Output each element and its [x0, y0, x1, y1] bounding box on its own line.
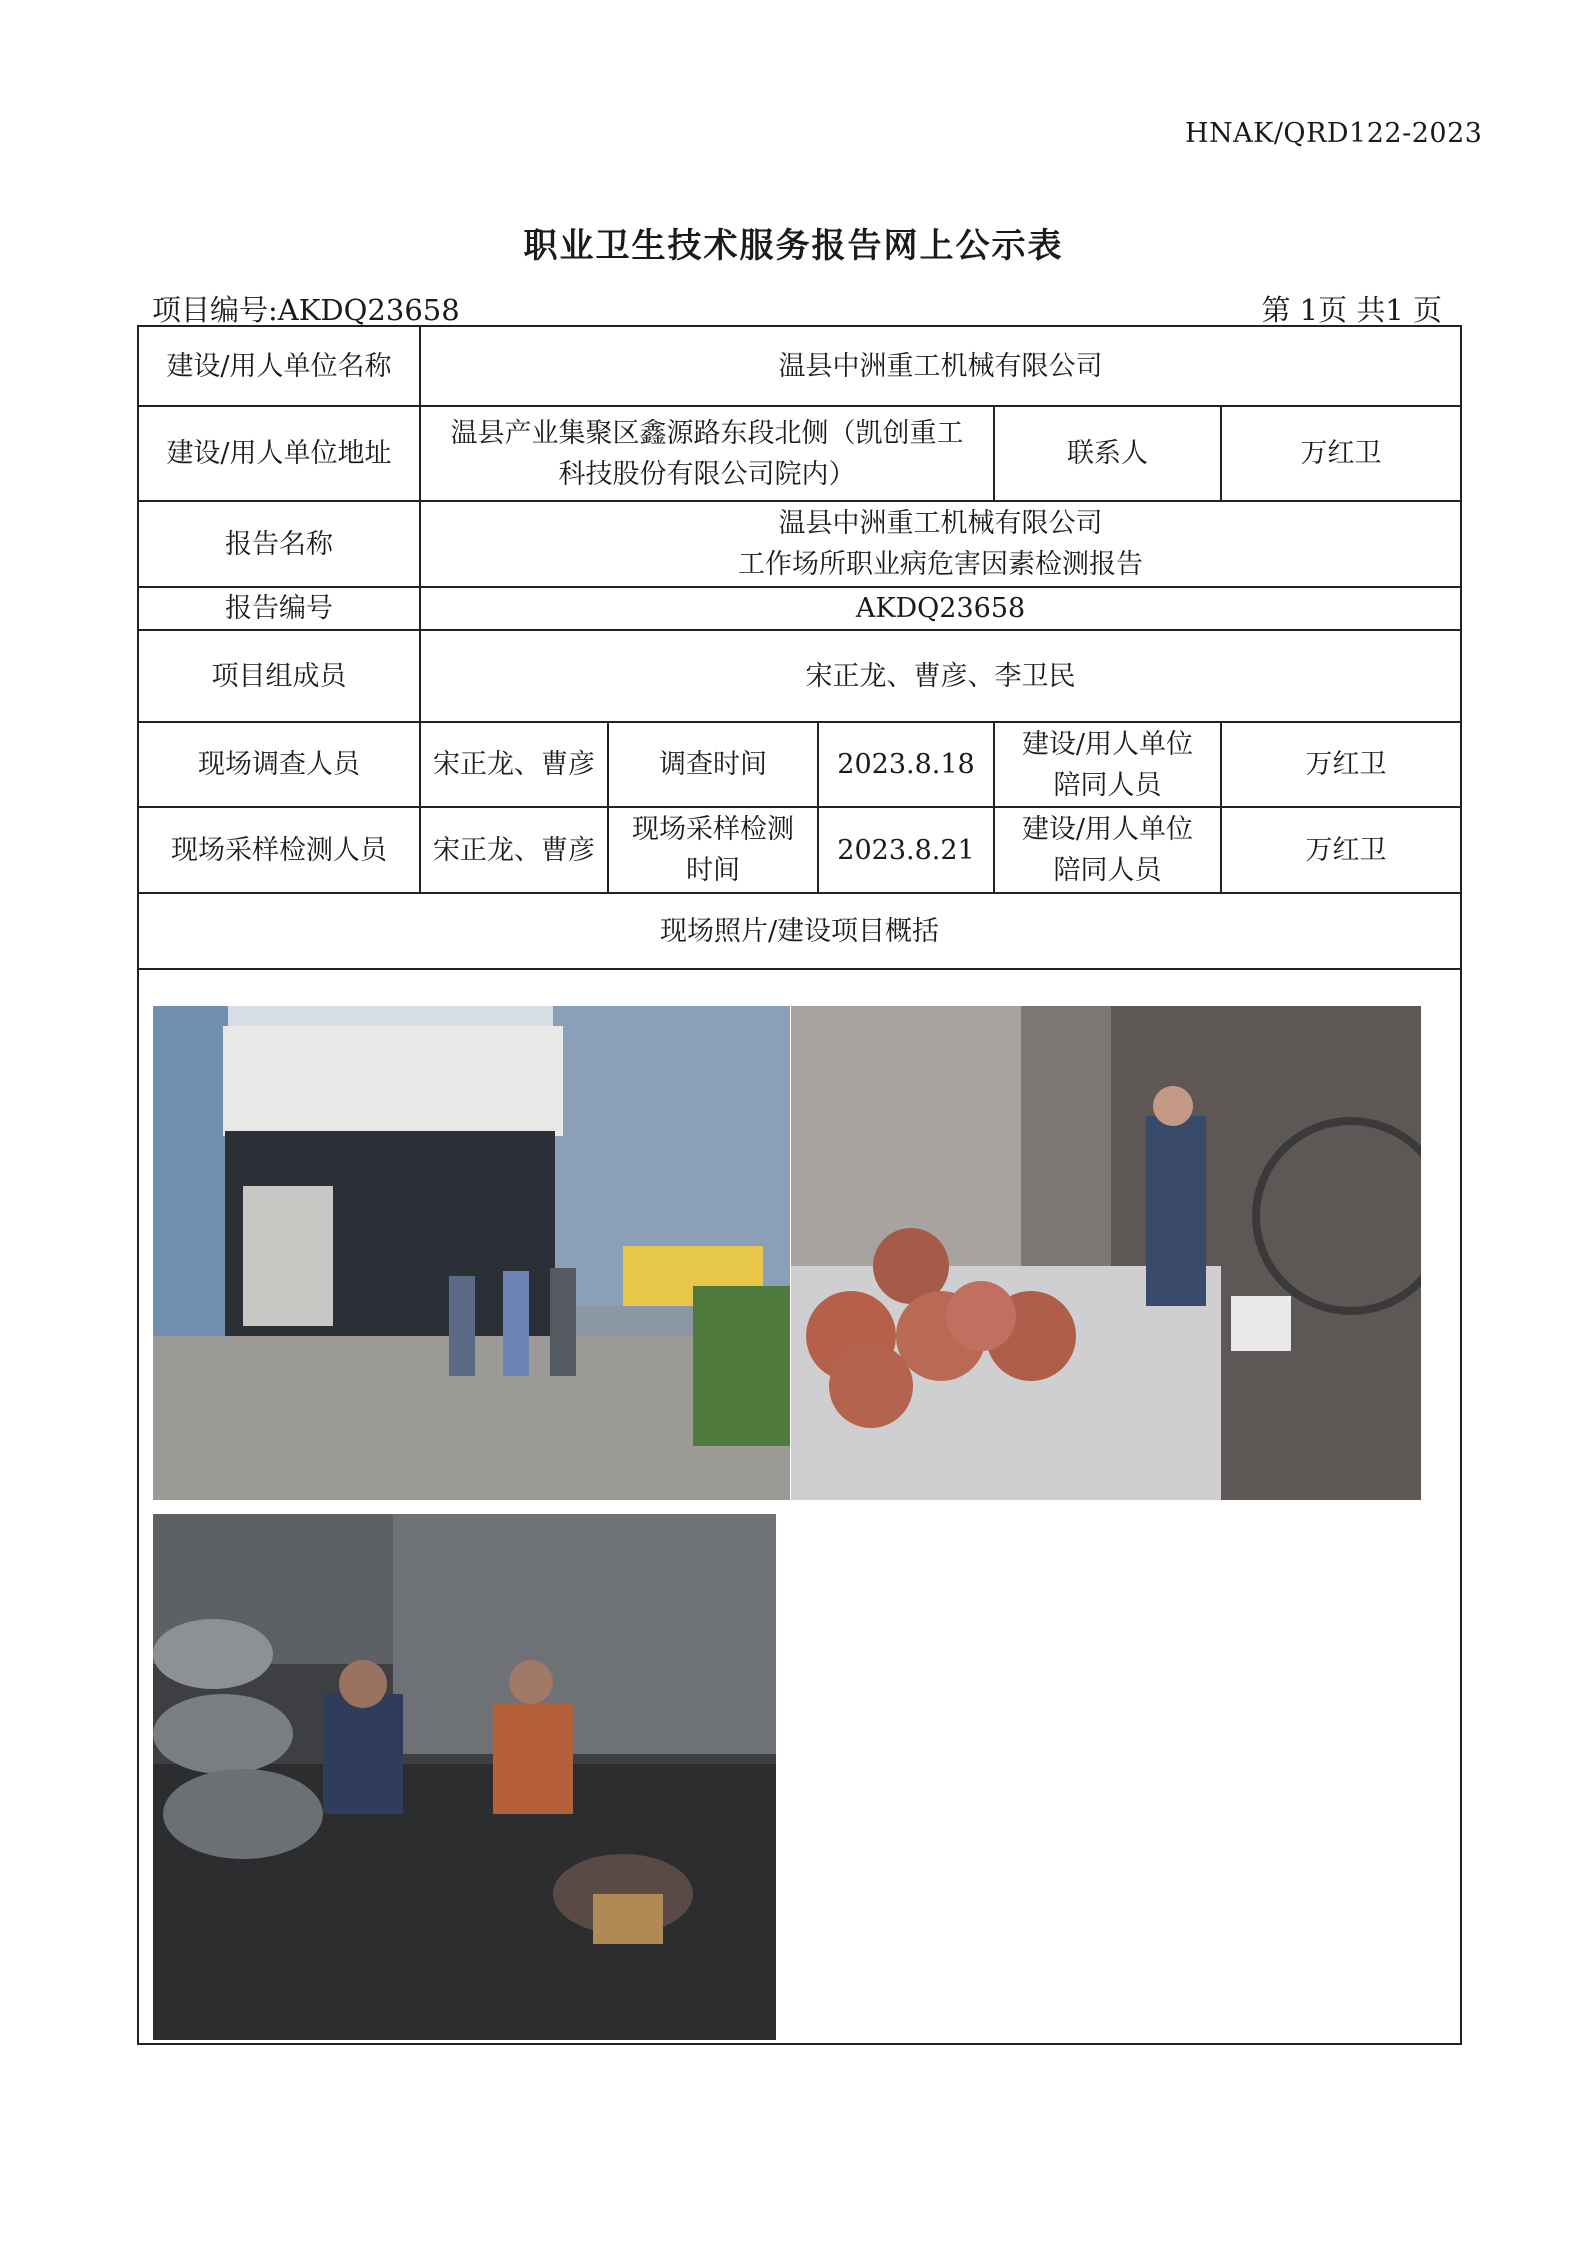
unit-address-value: [420, 406, 994, 501]
photos-cell: [138, 969, 1461, 2044]
project-number-label: 项目编号:: [152, 293, 278, 327]
sampling-staff-label: 现场采样检测人员: [138, 807, 420, 893]
row-unit-address: [138, 406, 1461, 501]
site-photo-entrance-image: [153, 1006, 790, 1500]
row-members: [138, 630, 1461, 722]
sampling-staff-value: 宋正龙、曹彦: [420, 807, 608, 893]
accompany-label-line2: 陪同人员: [1053, 855, 1162, 886]
survey-staff-value: 宋正龙、曹彦: [420, 722, 608, 807]
row-unit-name: [138, 326, 1461, 406]
unit-name-label: 建设/用人单位名称: [138, 326, 420, 406]
unit-name-value: 温县中洲重工机械有限公司: [420, 326, 1461, 406]
row-report-no: [138, 587, 1461, 630]
row-photos: [138, 969, 1461, 2044]
survey-accompany-label: [994, 722, 1221, 807]
sampling-accompany-label: [994, 807, 1221, 893]
row-photos-header: [138, 893, 1461, 969]
row-survey: [138, 722, 1461, 807]
unit-address-line2: 科技股份有限公司院内）: [558, 458, 856, 490]
report-name-line2: 工作场所职业病危害因素检测报告: [738, 549, 1144, 580]
report-name-line1: 温县中洲重工机械有限公司: [778, 508, 1103, 539]
survey-time-label: 调查时间: [608, 722, 818, 807]
page-title: 职业卫生技术服务报告网上公示表: [523, 226, 1064, 266]
publicity-table: [137, 325, 1462, 2045]
accompany-label-line2: 陪同人员: [1053, 769, 1162, 801]
contact-value: 万红卫: [1221, 406, 1461, 501]
site-photo-castings-image: [791, 1006, 1421, 1500]
page-info: 第 1页 共1 页: [1261, 293, 1442, 327]
site-photo-entrance: [153, 1006, 790, 1500]
members-label: 项目组成员: [138, 630, 420, 722]
photos-label: 现场照片/建设项目概括: [138, 893, 1461, 969]
row-sampling: [138, 807, 1461, 893]
sampling-time-value: 2023.8.21: [818, 807, 994, 893]
sampling-accompany-value: 万红卫: [1221, 807, 1461, 893]
report-name-value: [420, 501, 1461, 587]
site-photo-workshop: [153, 1514, 776, 2040]
contact-label: 联系人: [994, 406, 1221, 501]
sampling-time-label-line2: 时间: [686, 855, 740, 886]
project-number-value: AKDQ23658: [277, 293, 460, 327]
report-name-label: 报告名称: [138, 501, 420, 587]
row-report-name: [138, 501, 1461, 587]
report-no-value: AKDQ23658: [420, 587, 1461, 630]
site-photo-workshop-image: [153, 1514, 776, 2040]
sampling-time-label-line1: 现场采样检测: [632, 814, 794, 845]
site-photo-castings: [791, 1006, 1421, 1500]
unit-address-label: 建设/用人单位地址: [138, 406, 420, 501]
survey-time-value: 2023.8.18: [818, 722, 994, 807]
project-number: [152, 288, 460, 329]
accompany-label-line1: 建设/用人单位: [1021, 814, 1194, 845]
members-value: 宋正龙、曹彦、李卫民: [420, 630, 1461, 722]
report-no-label: 报告编号: [138, 587, 420, 630]
document-code: HNAK/QRD122-2023: [1185, 118, 1483, 149]
survey-staff-label: 现场调查人员: [138, 722, 420, 807]
unit-address-line1: 温县产业集聚区鑫源路东段北侧（凯创重工: [450, 417, 964, 449]
sampling-time-label: [608, 807, 818, 893]
survey-accompany-value: 万红卫: [1221, 722, 1461, 807]
accompany-label-line1: 建设/用人单位: [1021, 728, 1194, 760]
